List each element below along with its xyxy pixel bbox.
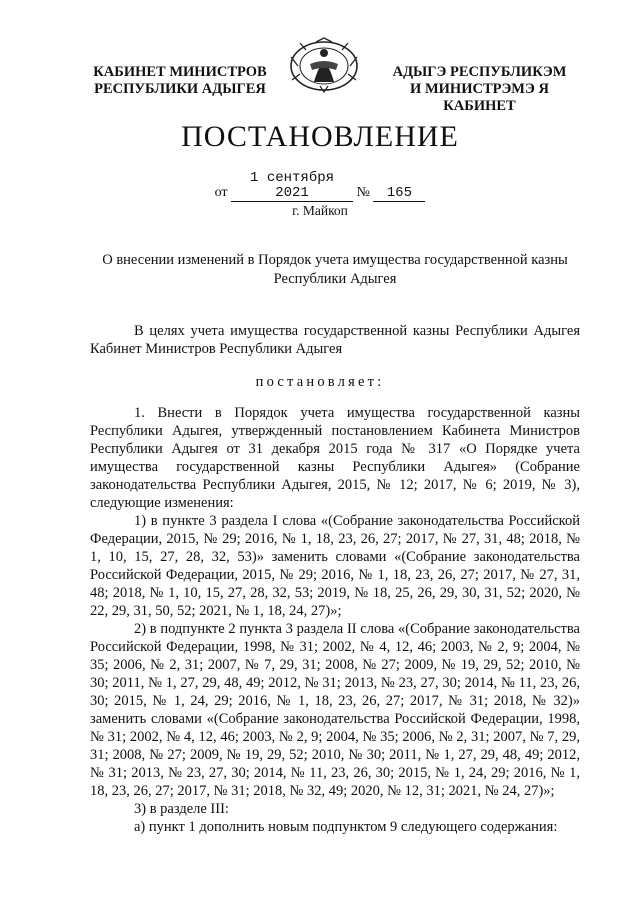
paragraph: 2) в подпункте 2 пункта 3 раздела II слова «(Собрание законодательства Российской Федерации, 1998, № 31; 2002, № 4, 12, 46; 2003, № 2, 9; 2004, № 35; 2006, № 2, 31; 2007, № 7, 29, 31; 2008, № 27; 2009, № 19, 29, 52; 2010, № 30; 2011, № 1, 27, 29, 48, 49; 2012, № 31; 2013, № 23, 27, 30; 2014, № 11, 23, 26, 30; 2015, № 1, 24, 29; 2016, № 1, 18, 23, 26, 27; 2017, № 31; 2018, № 32)» заменить словами «(Собрание законодательства Российской Федерации, 1998, № 31; 2002, № 4, 12, 46; 2003, № 2, 9; 2004, № 35; 2006, № 2, 31; 2007, № 7, 29, 31; 2008, № 27; 2009, № 19, 29, 52; 2010, № 30; 2011, № 1, 27, 29, 48, 49; 2012, № 31; 2013, № 23, 27, 30; 2014, № 11, 23, 26, 30; 2015, № 1, 24, 29; 2016, № 1, 18, 23, 26, 27; 2017, № 31; 2018, № 32, 49; 2020, № 12, 31; 2021, № 24, 27)»; bbox=[90, 621, 580, 799]
document-preamble bbox=[90, 322, 580, 358]
subject-line2: Республики Адыгея bbox=[273, 271, 397, 287]
preamble-text: В целях учета имущества государственной казны Республики Адыгея Кабинет Министров Республики Адыгея bbox=[90, 323, 580, 357]
document-date: 1 сентября 2021 bbox=[231, 171, 353, 202]
paragraph: 1. Внести в Порядок учета имущества государственной казны Республики Адыгея, утвержденный постановлением Кабинета Министров Республики Адыгея от 31 декабря 2015 года № 317 «О Порядке учета имущества государственной казны Республики Адыгея» (Собрание законодательства Республики Адыгея, 2015, № 12; 2017, № 6; 2019, № 3), следующие изменения: bbox=[90, 405, 580, 511]
document-date-number bbox=[0, 171, 640, 202]
document-body bbox=[90, 404, 580, 836]
subject-line1: О внесении изменений в Порядок учета имущества государственной казны bbox=[102, 252, 568, 268]
header-left-line2: РЕСПУБЛИКИ АДЫГЕЯ bbox=[94, 81, 266, 97]
header-right-line2: И МИНИСТРЭМЭ Я КАБИНЕТ bbox=[410, 81, 549, 114]
document-city: г. Майкоп bbox=[292, 203, 348, 218]
header-left-line1: КАБИНЕТ МИНИСТРОВ bbox=[93, 64, 267, 80]
header-ministry-name-ady bbox=[382, 64, 577, 115]
republic-of-adygea-coat-of-arms-icon bbox=[280, 36, 368, 94]
paragraph: 3) в разделе III: bbox=[134, 801, 229, 817]
number-prefix: № bbox=[356, 185, 370, 200]
paragraph: 1) в пункте 3 раздела I слова «(Собрание законодательства Российской Федерации, 2015, № 29; 2016, № 1, 18, 23, 26, 27; 2017, № 27, 31, 48; 2018, № 1, 10, 15, 27, 28, 32, 53)» заменить словами «(Собрание законодательства Российской Федерации, 2015, № 29; 2016, № 1, 18, 23, 26, 27; 2017, № 27, 31, 48; 2018, № 1, 10, 15, 27, 28, 32, 53; 2019, № 18, 25, 26, 29, 30, 31, 52; 2020, № 22, 29, 31, 50, 52; 2021, № 1, 18, 24, 27)»; bbox=[90, 513, 580, 619]
document-resolves: постановляет: bbox=[255, 374, 385, 390]
document-number: 165 bbox=[373, 186, 425, 202]
document-title: ПОСТАНОВЛЕНИЕ bbox=[181, 120, 459, 153]
date-prefix: от bbox=[214, 185, 228, 200]
paragraph: а) пункт 1 дополнить новым подпунктом 9 следующего содержания: bbox=[134, 819, 558, 835]
header-right-line1: АДЫГЭ РЕСПУБЛИКЭМ bbox=[392, 64, 567, 80]
document-subject bbox=[90, 251, 580, 289]
header-ministry-name-ru bbox=[90, 64, 270, 98]
